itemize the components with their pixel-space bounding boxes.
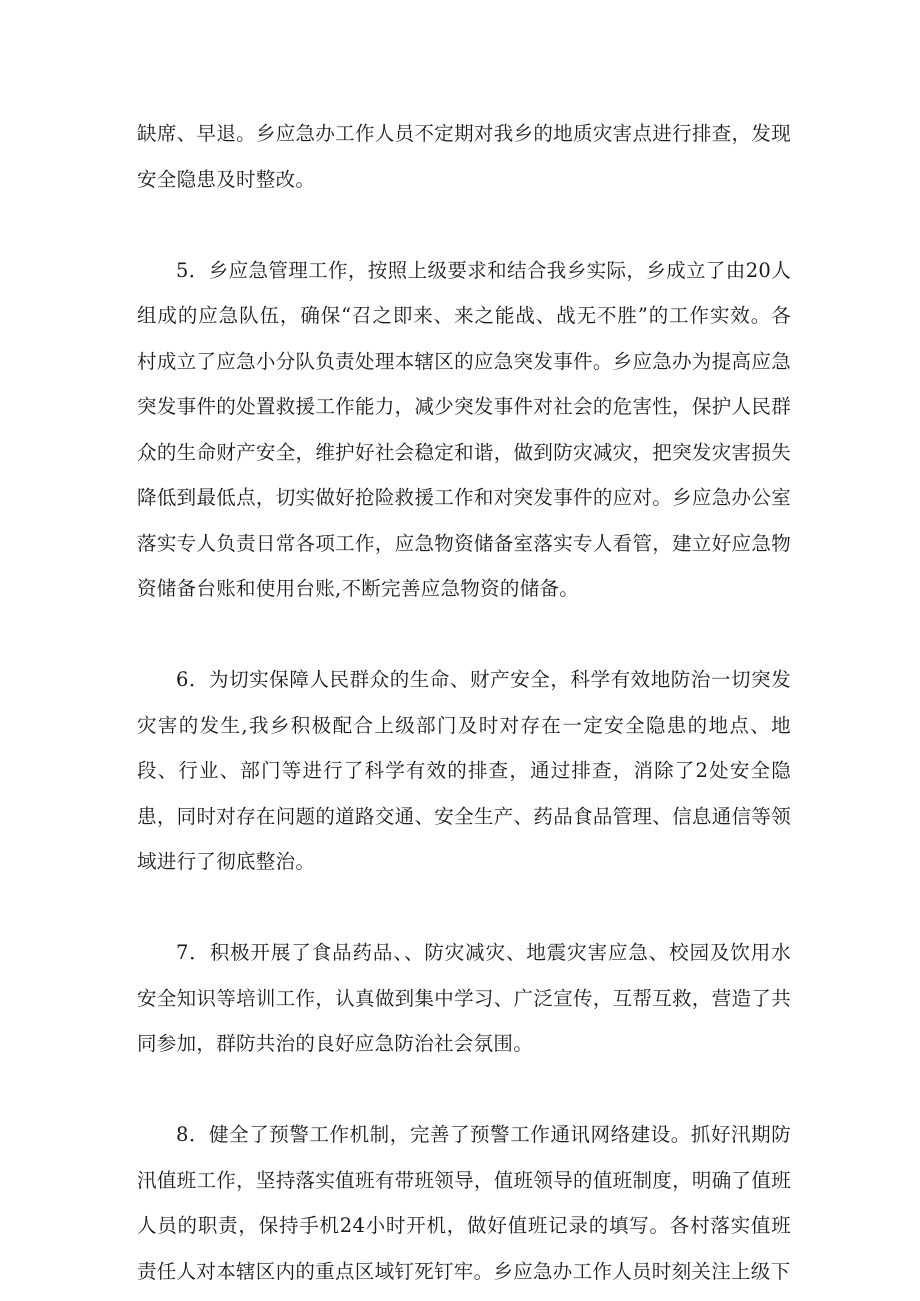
paragraph-item-5: 5．乡应急管理工作，按照上级要求和结合我乡实际，乡成立了由20人组成的应急队伍，确保“召之即来、来之能战、战无不胜”的工作实效。各村成立了应急小分队负责处理本辖区的应急突发事件。乡应急办为提高应急突发事件的处置救援工作能力，减少突发事件对社会的危害性，保护人民群众的生命财产安全，维护好社会稳定和谐，做到防灾减灾，把突发灾害损失降低到最低点，切实做好抢险救援工作和对突发事件的应对。乡应急办公室落实专人负责日常各项工作，应急物资储备室落实专人看管，建立好应急物资储备台账和使用台账,不断完善应急物资的储备。 <box>137 258 791 600</box>
document-body <box>137 111 791 1294</box>
paragraph-item-7: 7．积极开展了食品药品、、防灾减灾、地震灾害应急、校园及饮用水安全知识等培训工作，认真做到集中学习、广泛宣传，互帮互救，营造了共同参加，群防共治的良好应急防治社会氛围。 <box>137 941 791 1055</box>
paragraph-item-8: 8．健全了预警工作机制，完善了预警工作通讯网络建设。抓好汛期防汛值班工作，坚持落实值班有带班领导，值班领导的值班制度，明确了值班人员的职责，保持手机24小时开机，做好值班记录的填写。各村落实值班责任人对本辖区内的重点区域钉死钉牢。乡应急办工作人员时刻关注上级下 <box>137 1123 791 1283</box>
paragraph-continuation: 缺席、早退。乡应急办工作人员不定期对我乡的地质灾害点进行排查，发现安全隐患及时整改。 <box>137 122 791 191</box>
paragraph-item-6: 6．为切实保障人民群众的生命、财产安全，科学有效地防治一切突发灾害的发生,我乡积极配合上级部门及时对存在一定安全隐患的地点、地段、行业、部门等进行了科学有效的排查，通过排查，消除了2处安全隐患，同时对存在问题的道路交通、安全生产、药品食品管理、信息通信等领域进行了彻底整治。 <box>137 668 791 873</box>
